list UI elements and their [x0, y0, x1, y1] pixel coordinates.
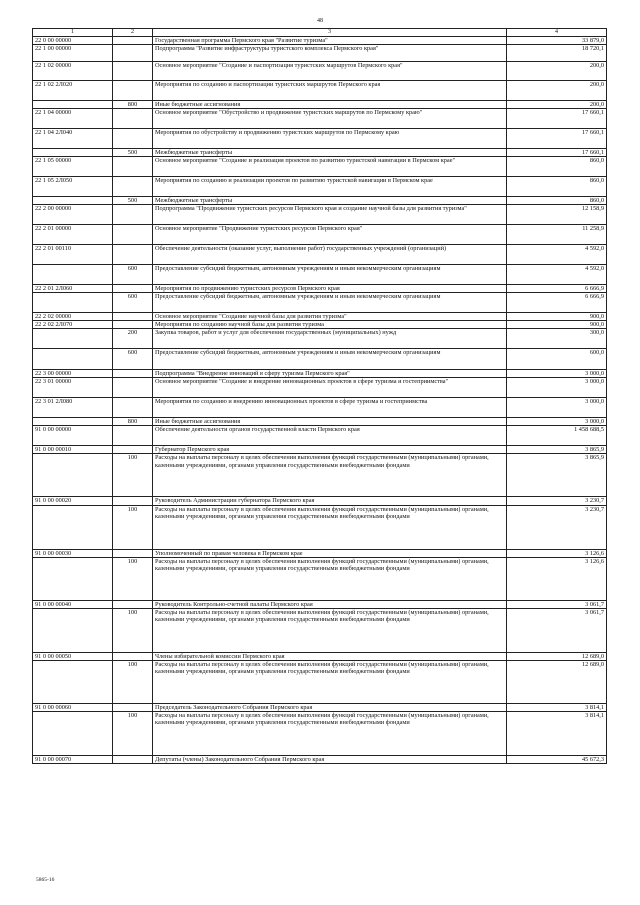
description-cell: Расходы на выплаты персоналу в целях обеспечения выполнения функций государственными (муниципальными) органами, казенными учреждениями, органами управления государственными внебюджетными фондами — [153, 711, 507, 755]
code-cell — [33, 349, 113, 370]
header-col-1: 1 — [33, 29, 113, 37]
expense-type-cell — [113, 177, 153, 197]
code-cell: 22 2 02 2Л070 — [33, 321, 113, 329]
description-cell: Губернатор Пермского края — [153, 446, 507, 454]
code-cell: 22 1 04 2Л040 — [33, 129, 113, 149]
code-cell: 22 3 01 2Л080 — [33, 398, 113, 418]
expense-type-cell — [113, 45, 153, 62]
description-cell: Расходы на выплаты персоналу в целях обеспечения выполнения функций государственными (муниципальными) органами, казенными учреждениями, органами управления государственными внебюджетными фондами — [153, 660, 507, 703]
description-cell: Мероприятия по созданию и паспортизации туристских маршрутов Пермского края — [153, 81, 507, 101]
amount-cell: 4 592,0 — [507, 265, 607, 285]
amount-cell: 12 689,0 — [507, 660, 607, 703]
header-col-2: 2 — [113, 29, 153, 37]
expense-type-cell — [113, 370, 153, 378]
table-row — [33, 398, 607, 418]
description-cell: Предоставление субсидий бюджетным, автономным учреждениям и иным некоммерческим организациям — [153, 265, 507, 285]
table-row — [33, 197, 607, 205]
amount-cell: 17 660,1 — [507, 109, 607, 129]
table-row — [33, 129, 607, 149]
table-row — [33, 225, 607, 245]
description-cell: Руководитель Контрольно-счетной палаты Пермского края — [153, 600, 507, 608]
description-cell: Иные бюджетные ассигнования — [153, 101, 507, 109]
code-cell — [33, 557, 113, 600]
description-cell: Расходы на выплаты персоналу в целях обеспечения выполнения функций государственными (муниципальными) органами, казенными учреждениями, органами управления государственными внебюджетными фондами — [153, 505, 507, 549]
description-cell: Иные бюджетные ассигнования — [153, 418, 507, 426]
expense-type-cell: 500 — [113, 149, 153, 157]
description-cell: Расходы на выплаты персоналу в целях обеспечения выполнения функций государственными (муниципальными) органами, казенными учреждениями, органами управления государственными внебюджетными фондами — [153, 608, 507, 652]
table-row — [33, 349, 607, 370]
code-cell — [33, 265, 113, 285]
table-row — [33, 101, 607, 109]
description-cell: Межбюджетные трансферты — [153, 197, 507, 205]
expense-type-cell — [113, 446, 153, 454]
amount-cell: 3 126,6 — [507, 549, 607, 557]
amount-cell: 600,0 — [507, 349, 607, 370]
expense-type-cell: 100 — [113, 454, 153, 497]
description-cell: Предоставление субсидий бюджетным, автономным учреждениям и иным некоммерческим организациям — [153, 293, 507, 313]
table-row — [33, 109, 607, 129]
code-cell — [33, 418, 113, 426]
code-cell: 22 1 05 00000 — [33, 157, 113, 177]
amount-cell: 3 865,9 — [507, 446, 607, 454]
code-cell: 22 3 00 00000 — [33, 370, 113, 378]
code-cell: 22 2 00 00000 — [33, 205, 113, 225]
table-row — [33, 711, 607, 755]
code-cell — [33, 197, 113, 205]
table-row — [33, 81, 607, 101]
table-row — [33, 418, 607, 426]
amount-cell: 900,0 — [507, 313, 607, 321]
code-cell: 91 0 00 00060 — [33, 703, 113, 711]
amount-cell: 3 814,1 — [507, 703, 607, 711]
code-cell — [33, 711, 113, 755]
code-cell — [33, 293, 113, 313]
description-cell: Основное мероприятие "Создание и паспортизация туристских маршрутов Пермского края" — [153, 62, 507, 81]
table-row — [33, 293, 607, 313]
code-cell — [33, 660, 113, 703]
expense-type-cell: 100 — [113, 557, 153, 600]
table-row — [33, 329, 607, 349]
table-row — [33, 157, 607, 177]
amount-cell: 1 458 688,5 — [507, 426, 607, 446]
header-row — [33, 29, 607, 37]
amount-cell: 3 230,7 — [507, 505, 607, 549]
code-cell: 22 1 04 00000 — [33, 109, 113, 129]
description-cell: Государственная программа Пермского края "Развитие туризма" — [153, 37, 507, 45]
code-cell — [33, 149, 113, 157]
table-row — [33, 177, 607, 197]
code-cell: 22 2 01 00000 — [33, 225, 113, 245]
header-col-4: 4 — [507, 29, 607, 37]
code-cell: 22 3 01 00000 — [33, 378, 113, 398]
description-cell: Мероприятия по продвижению туристских ресурсов Пермского края — [153, 285, 507, 293]
table-row — [33, 245, 607, 265]
amount-cell: 17 660,1 — [507, 129, 607, 149]
code-cell: 91 0 00 00040 — [33, 600, 113, 608]
expense-type-cell — [113, 378, 153, 398]
expense-type-cell — [113, 755, 153, 763]
description-cell: Расходы на выплаты персоналу в целях обеспечения выполнения функций государственными (муниципальными) органами, казенными учреждениями, органами управления государственными внебюджетными фондами — [153, 454, 507, 497]
amount-cell: 200,0 — [507, 62, 607, 81]
table-row — [33, 755, 607, 763]
expense-type-cell: 500 — [113, 197, 153, 205]
description-cell: Основное мероприятие "Создание и внедрение инновационных проектов в сфере туризма и гостеприимства" — [153, 378, 507, 398]
expense-type-cell — [113, 549, 153, 557]
amount-cell: 3 061,7 — [507, 608, 607, 652]
table-row — [33, 652, 607, 660]
table-row — [33, 370, 607, 378]
expense-type-cell: 800 — [113, 418, 153, 426]
expense-type-cell — [113, 225, 153, 245]
amount-cell: 860,0 — [507, 197, 607, 205]
code-cell — [33, 101, 113, 109]
document-code: 5865-16 — [36, 877, 55, 883]
expense-type-cell — [113, 109, 153, 129]
expense-type-cell: 800 — [113, 101, 153, 109]
description-cell: Подпрограмма "Развитие инфраструктуры туристского комплекса Пермского края" — [153, 45, 507, 62]
amount-cell: 45 672,3 — [507, 755, 607, 763]
page-number: 48 — [317, 18, 323, 24]
code-cell — [33, 608, 113, 652]
table-row — [33, 446, 607, 454]
amount-cell: 3 061,7 — [507, 600, 607, 608]
table-row — [33, 37, 607, 45]
amount-cell: 4 592,0 — [507, 245, 607, 265]
amount-cell: 6 666,9 — [507, 293, 607, 313]
description-cell: Основное мероприятие "Обустройство и продвижение туристских маршрутов по Пермскому краю" — [153, 109, 507, 129]
amount-cell: 12 689,0 — [507, 652, 607, 660]
description-cell: Мероприятия по созданию и внедрению инновационных проектов в сфере туризма и гостеприимства — [153, 398, 507, 418]
table-row — [33, 205, 607, 225]
table-row — [33, 505, 607, 549]
amount-cell: 3 230,7 — [507, 497, 607, 505]
amount-cell: 3 814,1 — [507, 711, 607, 755]
table-row — [33, 313, 607, 321]
expense-type-cell: 100 — [113, 660, 153, 703]
description-cell: Мероприятия по обустройству и продвижению туристских маршрутов по Пермскому краю — [153, 129, 507, 149]
amount-cell: 17 660,1 — [507, 149, 607, 157]
amount-cell: 33 879,0 — [507, 37, 607, 45]
description-cell: Межбюджетные трансферты — [153, 149, 507, 157]
table-row — [33, 549, 607, 557]
expense-type-cell — [113, 497, 153, 505]
table-row — [33, 426, 607, 446]
amount-cell: 860,0 — [507, 157, 607, 177]
table-row — [33, 45, 607, 62]
expense-type-cell — [113, 313, 153, 321]
expense-type-cell — [113, 321, 153, 329]
expense-type-cell — [113, 37, 153, 45]
amount-cell: 3 000,0 — [507, 398, 607, 418]
description-cell: Подпрограмма "Продвижение туристских ресурсов Пермского края и создание научной базы для развития туризма" — [153, 205, 507, 225]
expense-type-cell: 100 — [113, 505, 153, 549]
expense-type-cell — [113, 81, 153, 101]
expense-type-cell — [113, 62, 153, 81]
description-cell: Уполномоченный по правам человека в Пермском крае — [153, 549, 507, 557]
code-cell: 22 2 01 2Л060 — [33, 285, 113, 293]
budget-table — [32, 28, 607, 764]
description-cell: Основное мероприятие "Создание и реализация проектов по развитию туристской навигации в Пермском крае" — [153, 157, 507, 177]
expense-type-cell — [113, 600, 153, 608]
amount-cell: 3 000,0 — [507, 378, 607, 398]
description-cell: Расходы на выплаты персоналу в целях обеспечения выполнения функций государственными (муниципальными) органами, казенными учреждениями, органами управления государственными внебюджетными фондами — [153, 557, 507, 600]
table-row — [33, 703, 607, 711]
description-cell: Подпрограмма "Внедрение инноваций в сферу туризма Пермского края" — [153, 370, 507, 378]
amount-cell: 300,0 — [507, 329, 607, 349]
description-cell: Обеспечение деятельности (оказание услуг, выполнение работ) государственных учреждений (организаций) — [153, 245, 507, 265]
amount-cell: 200,0 — [507, 81, 607, 101]
expense-type-cell — [113, 652, 153, 660]
code-cell: 22 1 00 00000 — [33, 45, 113, 62]
amount-cell: 860,0 — [507, 177, 607, 197]
code-cell: 22 0 00 00000 — [33, 37, 113, 45]
table-row — [33, 454, 607, 497]
code-cell — [33, 505, 113, 549]
table-row — [33, 285, 607, 293]
description-cell: Депутаты (члены) Законодательного Собрания Пермского края — [153, 755, 507, 763]
table-row — [33, 321, 607, 329]
amount-cell: 900,0 — [507, 321, 607, 329]
code-cell: 91 0 00 00070 — [33, 755, 113, 763]
code-cell: 22 2 02 00000 — [33, 313, 113, 321]
amount-cell: 3 000,0 — [507, 418, 607, 426]
amount-cell: 3 000,0 — [507, 370, 607, 378]
code-cell: 91 0 00 00020 — [33, 497, 113, 505]
expense-type-cell: 600 — [113, 265, 153, 285]
code-cell — [33, 454, 113, 497]
description-cell: Закупка товаров, работ и услуг для обеспечения государственных (муниципальных) нужд — [153, 329, 507, 349]
code-cell: 22 1 02 2Л020 — [33, 81, 113, 101]
code-cell — [33, 329, 113, 349]
expense-type-cell — [113, 245, 153, 265]
table-body — [33, 37, 607, 764]
description-cell: Основное мероприятие "Создание научной базы для развития туризма" — [153, 313, 507, 321]
table-row — [33, 378, 607, 398]
description-cell: Руководитель Администрации губернатора Пермского края — [153, 497, 507, 505]
expense-type-cell — [113, 285, 153, 293]
amount-cell: 6 666,9 — [507, 285, 607, 293]
code-cell: 22 2 01 00110 — [33, 245, 113, 265]
description-cell: Члены избирательной комиссии Пермского края — [153, 652, 507, 660]
table-row — [33, 608, 607, 652]
table-row — [33, 660, 607, 703]
amount-cell: 11 258,9 — [507, 225, 607, 245]
description-cell: Предоставление субсидий бюджетным, автономным учреждениям и иным некоммерческим организациям — [153, 349, 507, 370]
expense-type-cell — [113, 398, 153, 418]
description-cell: Мероприятия по созданию научной базы для развития туризма — [153, 321, 507, 329]
table-row — [33, 497, 607, 505]
expense-type-cell: 100 — [113, 608, 153, 652]
amount-cell: 12 158,9 — [507, 205, 607, 225]
description-cell: Председатель Законодательного Собрания Пермского края — [153, 703, 507, 711]
expense-type-cell: 200 — [113, 329, 153, 349]
expense-type-cell — [113, 426, 153, 446]
description-cell: Обеспечение деятельности органов государственной власти Пермского края — [153, 426, 507, 446]
table-row — [33, 149, 607, 157]
table-row — [33, 557, 607, 600]
table-row — [33, 265, 607, 285]
table-row — [33, 600, 607, 608]
expense-type-cell: 100 — [113, 711, 153, 755]
code-cell: 91 0 00 00000 — [33, 426, 113, 446]
expense-type-cell — [113, 703, 153, 711]
code-cell: 91 0 00 00050 — [33, 652, 113, 660]
header-col-3: 3 — [153, 29, 507, 37]
amount-cell: 3 865,9 — [507, 454, 607, 497]
amount-cell: 3 126,6 — [507, 557, 607, 600]
table-row — [33, 62, 607, 81]
description-cell: Мероприятия по созданию и реализации проектов по развитию туристской навигации в Пермском крае — [153, 177, 507, 197]
amount-cell: 200,0 — [507, 101, 607, 109]
expense-type-cell — [113, 157, 153, 177]
expense-type-cell: 600 — [113, 293, 153, 313]
description-cell: Основное мероприятие "Продвижение туристских ресурсов Пермского края" — [153, 225, 507, 245]
amount-cell: 18 720,1 — [507, 45, 607, 62]
expense-type-cell — [113, 129, 153, 149]
code-cell: 91 0 00 00010 — [33, 446, 113, 454]
code-cell: 22 1 02 00000 — [33, 62, 113, 81]
code-cell: 91 0 00 00030 — [33, 549, 113, 557]
code-cell: 22 1 05 2Л050 — [33, 177, 113, 197]
expense-type-cell: 600 — [113, 349, 153, 370]
expense-type-cell — [113, 205, 153, 225]
